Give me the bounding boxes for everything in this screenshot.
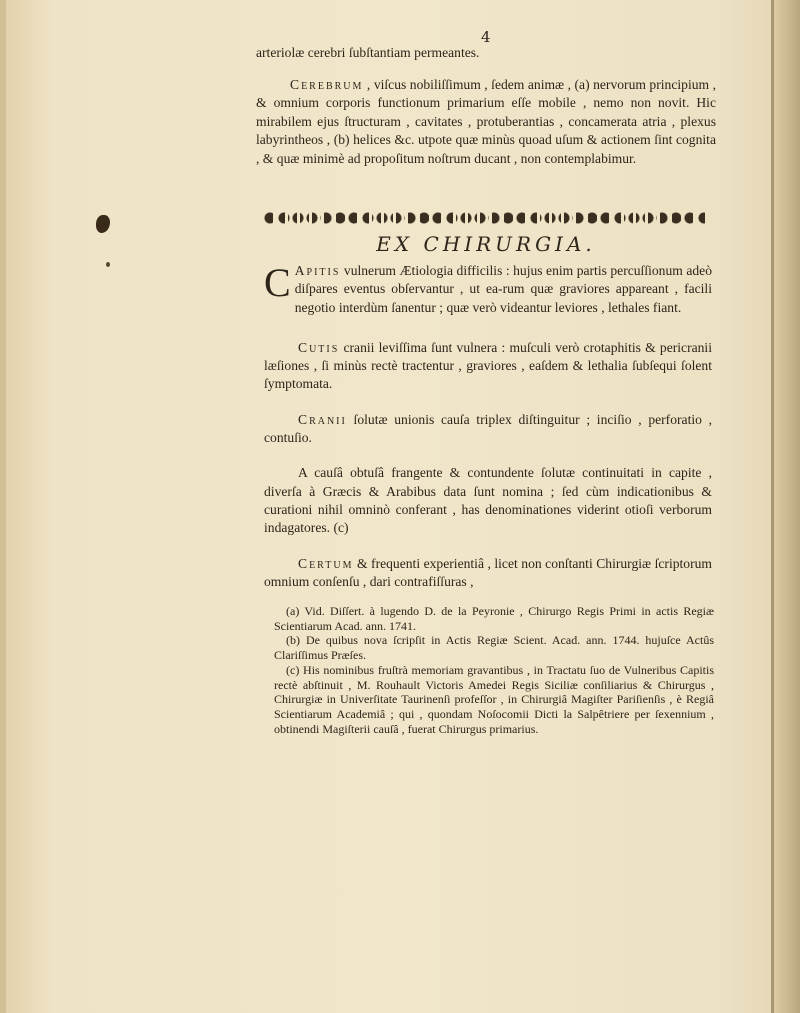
page-binding-edge — [771, 0, 800, 1013]
footnotes — [274, 604, 714, 736]
certum-paragraph — [264, 555, 712, 592]
section-heading: EX CHIRURGIA. — [376, 232, 596, 256]
page-number: 4 — [481, 28, 491, 46]
chirurgia-body — [264, 262, 712, 591]
footnote-b: (b) De quibus nova ſcripſit in Actis Regiæ Scient. Acad. ann. 1744. hujuſce Actûs Clariſſimus Præſes. — [274, 633, 714, 663]
cranii-lead: Cranii — [298, 411, 347, 427]
continuation-line: arteriolæ cerebri ſubſtantiam permeantes. — [256, 45, 480, 60]
cutis-text: cranii leviſſima ſunt vulnera : muſculi verò crotaphitis & pericranii læſiones , ſi minùs rectè tractentur , graviores , eaſdem & lethalia ſubſequi ſolent ſymptomata. — [264, 339, 712, 392]
cutis-paragraph — [264, 339, 712, 394]
cutis-lead: Cutis — [298, 339, 340, 355]
cranii-text: ſolutæ unionis cauſa triplex diſtinguitur ; inciſio , perforatio , contuſio. — [264, 411, 713, 446]
capitis-paragraph — [264, 262, 712, 317]
certum-lead: Certum — [298, 555, 354, 571]
capitis-text: vulnerum Ætiologia difficilis : hujus enim partis percuſſionum adeò diſpares eventus obſervantur , ut ea-rum quæ graviores appareant , facili negotio interdùm ſanentur ; quæ verò videantur leviores , lethales fiant. — [294, 263, 712, 315]
footnote-a: (a) Vid. Diſſert. à lugendo D. de la Peyronie , Chirurgo Regis Primi in actis Regiæ Scientiarum Acad. ann. 1741. — [274, 604, 714, 633]
ink-blot — [96, 215, 110, 233]
cerebrum-paragraph — [256, 76, 716, 169]
cerebrum-lead: Cerebrum — [290, 76, 364, 92]
cranii-paragraph — [264, 411, 712, 448]
capitis-lead: Apitis — [294, 263, 341, 278]
footnote-c: (c) His nominibus fruſtrà memoriam gravantibus , in Tractatu ſuo de Vulneribus Capitis rectè abſtinuit , M. Rouhault Victoris Amedei Regis Siciliæ conſiliarius & Chirurgus , Chirurgiæ in Univerſitate Taurinenſi profeſſor , in Chirurgiâ Magiſter Pariſienſis , è Regiâ Scientiarum Academiâ ; qui , quondam Noſocomii Dicti la Salpêtriere per ſexennium , obtinendi Magiſterii cauſâ , fuerat Chirurgus primarius. — [274, 662, 714, 736]
ink-dot — [106, 262, 110, 267]
certum-text: & frequenti experientiâ , licet non conſtanti Chirurgiæ ſcriptorum omnium conſenſu , dari contrafiſſuras , — [264, 555, 712, 589]
drop-cap: C — [264, 260, 291, 305]
causa-paragraph: A cauſâ obtuſâ frangente & contundente ſolutæ continuitati in capite , diverſa à Græcis & Arabibus data ſunt nomina ; ſed cùm indicationibus & curationi nihil omninò conferant , has denominationes viderint otioſi verborum indagatores. (c) — [264, 465, 712, 536]
ornament-rule — [264, 211, 706, 225]
cerebrum-text: , viſcus nobiliſſimum , ſedem animæ , (a) nervorum principium , & omnium corporis functionum primarium eſſe mobile , nemo non novit. Hic mirabilem ejus ſtructuram , cavitates , protuberantias , concamerata atria , plexus labyrintheos , (b) helices &c. utpote quæ minùs quoad uſum & actionem ſint cognita , & quæ minimè ad propoſitum noſtrum ducant , non contemplabimur. — [256, 76, 716, 166]
top-block — [256, 44, 716, 168]
